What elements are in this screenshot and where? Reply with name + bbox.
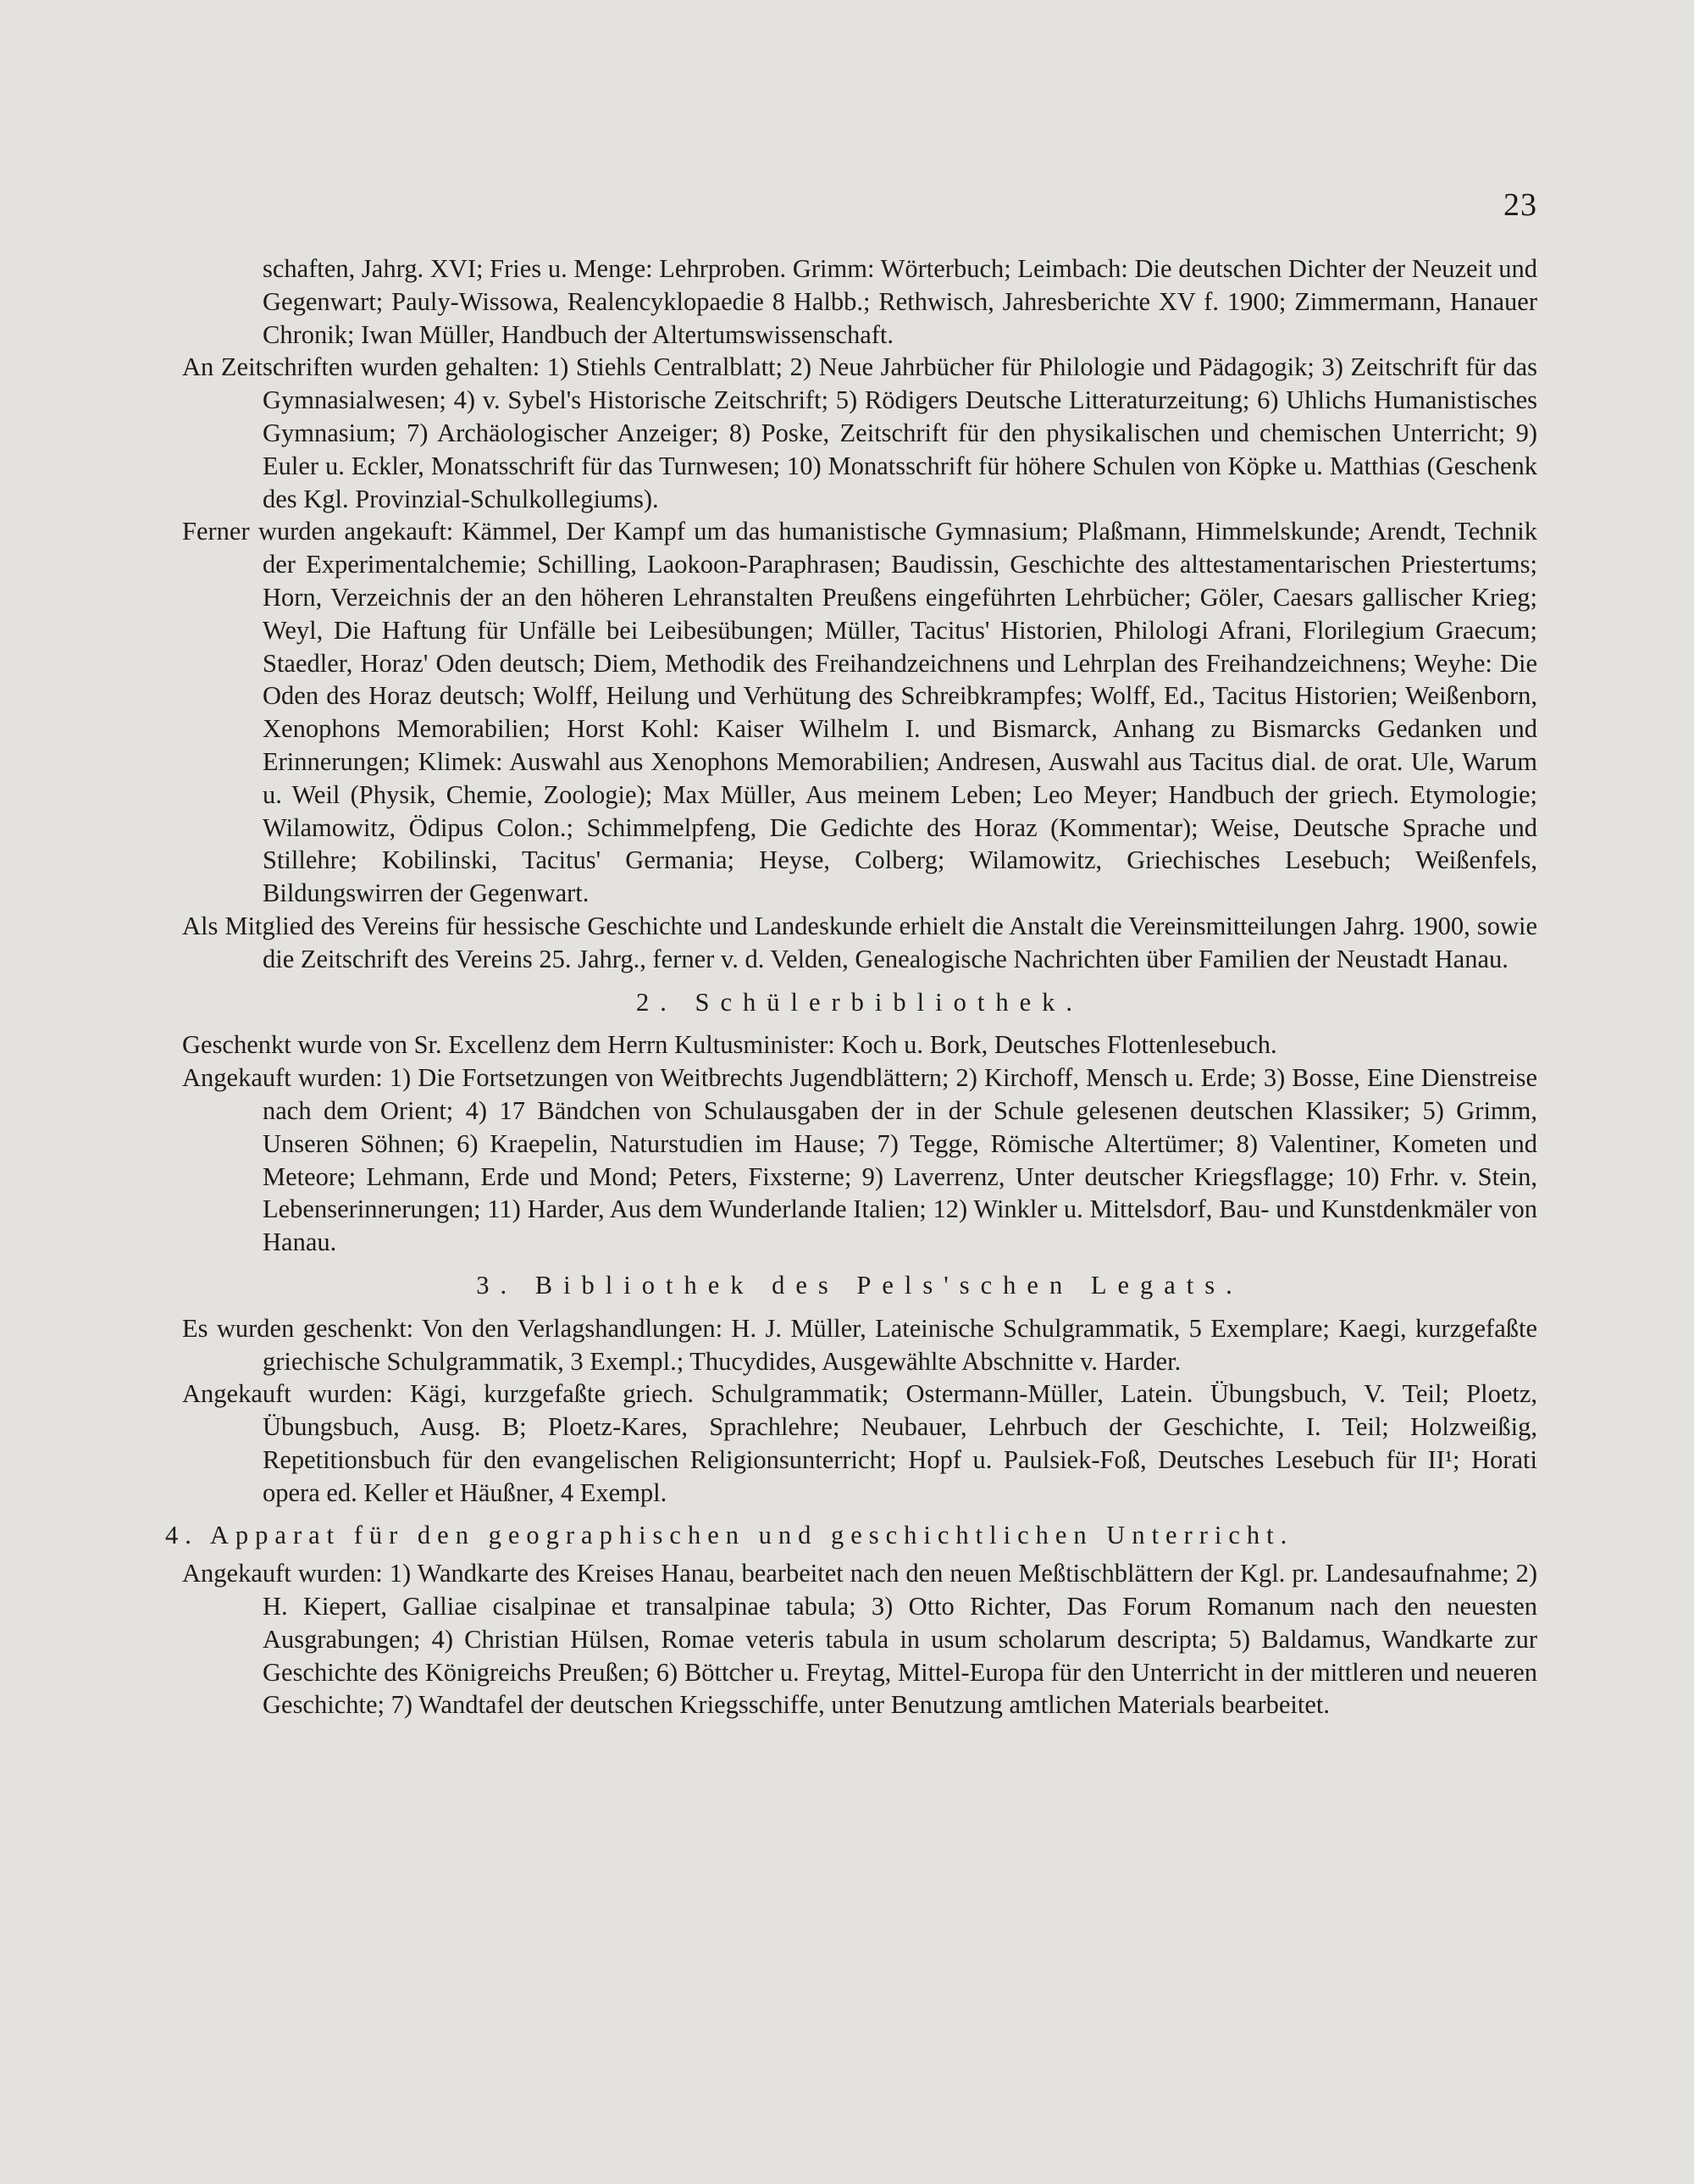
purchase-entry: Angekauft wurden: 1) Die Fortsetzungen von Weitbrechts Jugendblättern; 2) Kirchoff, Mensch u. Erde; 3) Bosse, Eine Dienstreise nach dem Orient; 4) 17 Bändchen von Schulausgaben der in der Schule gelesenen deutschen Klassiker; 5) Grimm, Unseren Söhnen; 6) Kraepelin, Naturstudien im Hause; 7) Tegge, Römische Altertümer; 8) Valentiner, Kometen und Meteore; Lehmann, Erde und Mond; Peters, Fixsterne; 9) Laverrenz, Unter deutscher Kriegsflagge; 10) Frhr. v. Stein, Lebenserinnerungen; 11) Harder, Aus dem Wunderlande Italien; 12) Winkler u. Mittelsdorf, Bau- und Kunstdenkmäler von Hanau. [182,1063,1537,1257]
purchase-entry: Angekauft wurden: 1) Wandkarte des Kreises Hanau, bearbeitet nach den neuen Meßtischblättern der Kgl. pr. Landesaufnahme; 2) H. Kiepert, Galliae cisalpinae et transalpinae tabula; 3) Otto Richter, Das Forum Romanum nach den neuesten Ausgrabungen; 4) Christian Hülsen, Romae veteris tabula in usum scholarum descripta; 5) Baldamus, Wandkarte zur Geschichte des Königreichs Preußen; 6) Böttcher u. Freytag, Mittel-Europa für den Unterricht in der mittleren und neueren Geschichte; 7) Wandtafel der deutschen Kriegsschiffe, unter Benutzung amtlichen Materials bearbeitet. [182,1559,1537,1720]
periodicals-entry: An Zeitschriften wurden gehalten: 1) Stiehls Centralblatt; 2) Neue Jahrbücher für Philologie und Pädagogik; 3) Zeitschrift für das Gymnasialwesen; 4) v. Sybel's Historische Zeitschrift; 5) Rödigers Deutsche Litteraturzeitung; 6) Uhlichs Humanistisches Gymnasium; 7) Archäologischer Anzeiger; 8) Poske, Zeitschrift für den physikalischen und chemischen Unterricht; 9) Euler u. Eckler, Monatsschrift für das Turnwesen; 10) Monatsschrift für höhere Schulen von Köpke u. Matthias (Geschenk des Kgl. Provinzial-Schulkollegiums). [182,352,1537,513]
section-heading-4 [165,1519,1537,1552]
continued-paragraph: schaften, Jahrg. XVI; Fries u. Menge: Lehrproben. Grimm: Wörterbuch; Leimbach: Die deutschen Dichter der Neuzeit und Gegenwart; Pauly-Wissowa, Realencyklopaedie 8 Halbb.; Rethwisch, Jahresberichte XV f. 1900; Zimmermann, Hanauer Chronik; Iwan Müller, Handbuch der Altertumswissenschaft. [263,254,1537,349]
section-title: Apparat für den geographischen und geschichtlichen Unterricht. [209,1521,1294,1550]
section-number: 4. [165,1521,198,1550]
donation-entry: Geschenkt wurde von Sr. Excellenz dem Herrn Kultusminister: Koch u. Bork, Deutsches Flottenlesebuch. [182,1030,1277,1060]
purchased-books-entry: Ferner wurden angekauft: Kämmel, Der Kampf um das humanistische Gymnasium; Plaßmann, Himmelskunde; Arendt, Technik der Experimentalchemie; Schilling, Laokoon-Paraphrasen; Baudissin, Geschichte des alttestamentarischen Priestertums; Horn, Verzeichnis der an den höheren Lehranstalten Preußens eingeführten Lehrbücher; Göler, Caesars gallischer Krieg; Weyl, Die Haftung für Unfälle bei Leibesübungen; Müller, Tacitus' Historien, Philologi Afrani, Florilegium Graecum; Staedler, Horaz' Oden deutsch; Diem, Methodik des Freihandzeichnens und Lehrplan des Freihandzeichnens; Weyhe: Die Oden des Horaz deutsch; Wolff, Heilung und Verhütung des Schreibkrampfes; Wolff, Ed., Tacitus Historien; Weißenborn, Xenophons Memorabilien; Horst Kohl: Kaiser Wilhelm I. und Bismarck, Anhang zu Bismarcks Gedanken und Erinnerungen; Klimek: Auswahl aus Xenophons Memorabilien; Andresen, Auswahl aus Tacitus dial. de orat. Ule, Warum u. Weil (Physik, Chemie, Zoologie); Max Müller, Aus meinem Leben; Leo Meyer; Handbuch der griech. Etymologie; Wilamowitz, Ödipus Colon.; Schimmelpfeng, Die Gedichte des Horaz (Kommentar); Weise, Deutsche Sprache und Stillehre; Kobilinski, Tacitus' Germania; Heyse, Colberg; Wilamowitz, Griechisches Lesebuch; Weißenfels, Bildungswirren der Gegenwart. [182,517,1537,908]
section-heading-2: 2. Schülerbibliothek. [636,987,1083,1017]
page-number: 23 [1503,187,1537,223]
page-body [165,252,1537,1721]
purchase-entry: Angekauft wurden: Kägi, kurzgefaßte griech. Schulgrammatik; Ostermann-Müller, Latein. Übungsbuch, V. Teil; Ploetz, Übungsbuch, Ausg. B; Ploetz-Kares, Sprachlehre; Neubauer, Lehrbuch der Geschichte, I. Teil; Holzweißig, Repetitionsbuch für den evangelischen Religionsunterricht; Hopf u. Paulsiek-Foß, Deutsches Lesebuch für II¹; Horati opera ed. Keller et Häußner, 4 Exempl. [182,1379,1537,1507]
section-heading-3: 3. Bibliothek des Pels'schen Legats. [476,1270,1243,1300]
donation-entry: Es wurden geschenkt: Von den Verlagshandlungen: H. J. Müller, Lateinische Schulgrammatik, 5 Exemplare; Kaegi, kurzgefaßte griechische Schulgrammatik, 3 Exempl.; Thucydides, Ausgewählte Abschnitte v. Harder. [182,1313,1537,1376]
association-entry: Als Mitglied des Vereins für hessische Geschichte und Landeskunde erhielt die Anstalt die Vereinsmitteilungen Jahrg. 1900, sowie die Zeitschrift des Vereins 25. Jahrg., ferner v. d. Velden, Genealogische Nachrichten über Familien der Neustadt Hanau. [182,911,1537,973]
